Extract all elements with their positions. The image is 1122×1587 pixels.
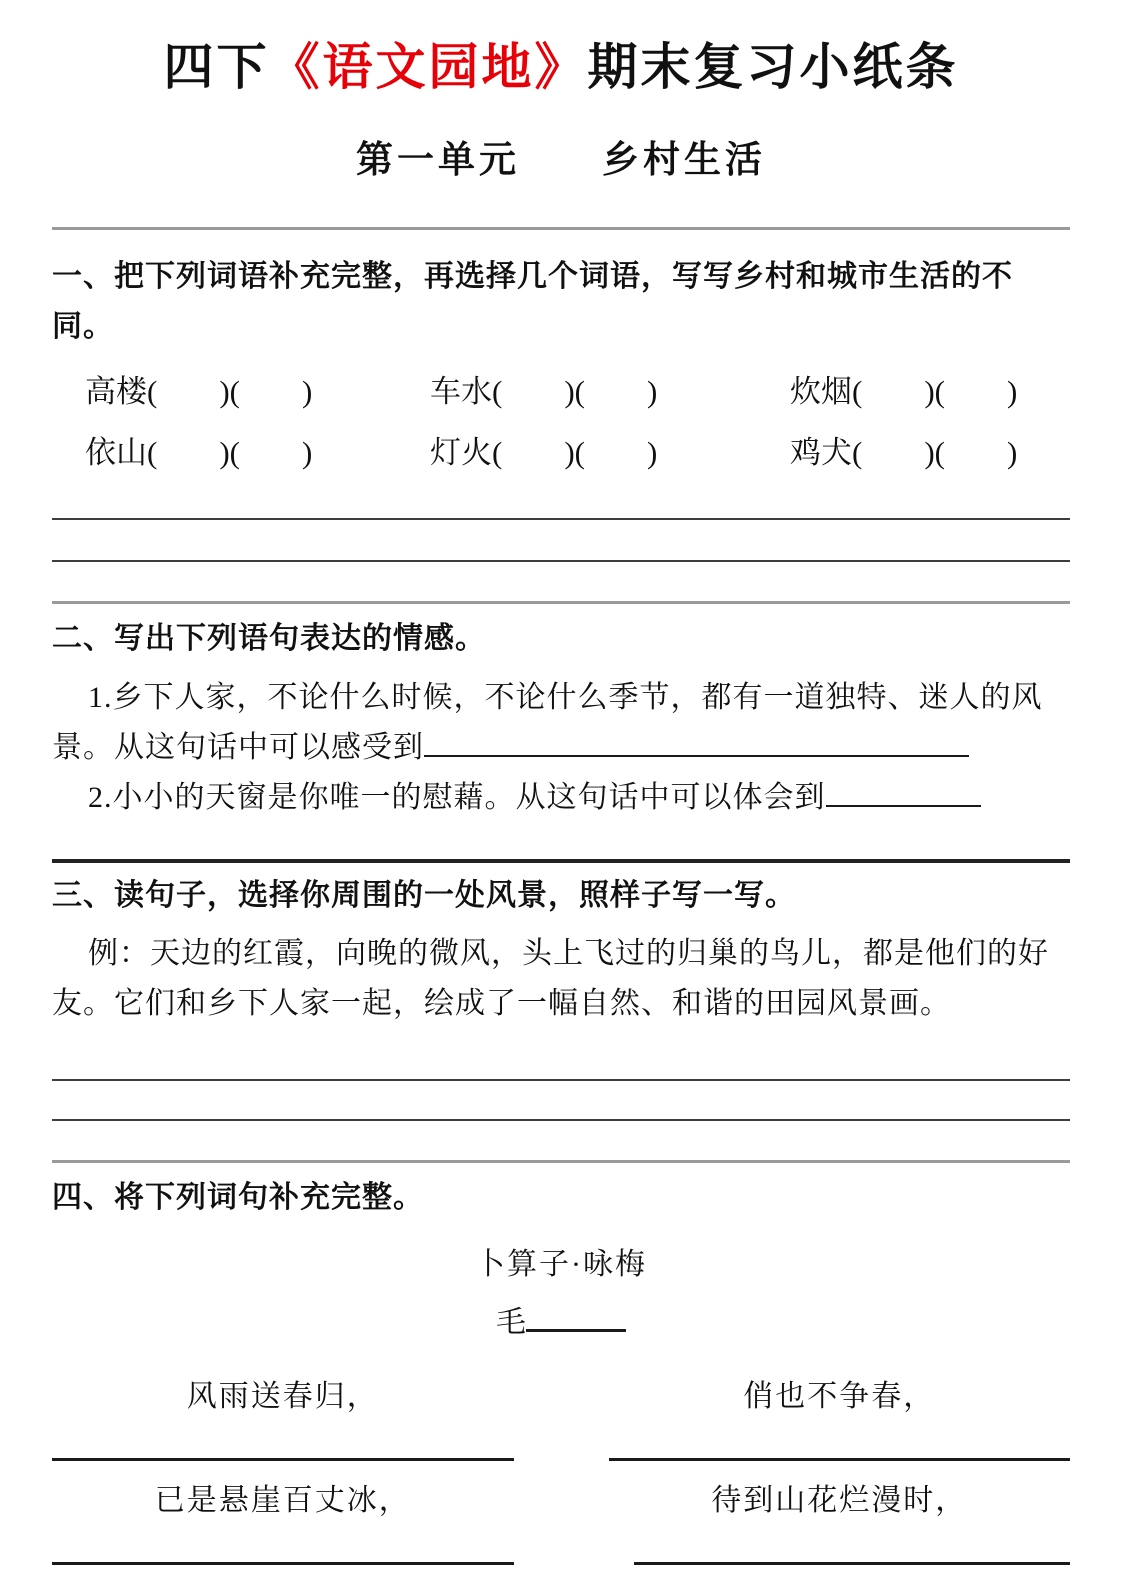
section-divider [52, 1121, 1070, 1163]
header-divider [52, 227, 1070, 230]
answer-blank-1 [424, 727, 969, 757]
poem-author-line [52, 1297, 1070, 1341]
poem-answer-line [609, 1415, 1071, 1461]
poem-author-prefix: 毛 [496, 1306, 526, 1340]
poem-answer-line [52, 1519, 514, 1565]
answer-blank-2 [826, 777, 981, 807]
word-item-denghuo: 灯火( )( ) [430, 435, 658, 471]
poem-answer-line [52, 1415, 514, 1461]
word-completion-grid [52, 366, 1070, 472]
poem-answer-line [634, 1519, 1071, 1565]
author-blank [526, 1302, 626, 1332]
question-2 [52, 773, 1070, 823]
poem-line-2: 俏也不争春， [743, 1380, 936, 1414]
answer-continuation-line [52, 823, 1070, 863]
question-1-text: 1.乡下人家，不论什么时候，不论什么季节，都有一道独特、迷人的风景。从这句话中可以感受到 [52, 680, 1043, 764]
writing-line [52, 520, 1070, 562]
word-item-cheshui: 车水( )( ) [430, 374, 658, 410]
word-item-chuiyan: 炊烟( )( ) [790, 374, 1018, 410]
unit-subtitle: 第一单元 乡村生活 [356, 139, 766, 181]
title-suffix: 期末复习小纸条 [587, 39, 959, 95]
poem-title: 卜算子·咏梅 [475, 1248, 647, 1282]
question-2-text: 2.小小的天窗是你唯一的慰藉。从这句话中可以体会到 [88, 780, 826, 814]
section-three-heading: 三、读句子，选择你周围的一处风景，照样子写一写。 [52, 878, 796, 912]
section-two-heading: 二、写出下列语句表达的情感。 [52, 622, 486, 656]
poem-grid [52, 1357, 1070, 1565]
writing-line [52, 1029, 1070, 1081]
word-item-jiquan: 鸡犬( )( ) [790, 435, 1018, 471]
title-prefix: 四下 [163, 39, 270, 95]
title-highlight: 《语文园地》 [269, 39, 588, 95]
page-title [52, 36, 1070, 99]
section-divider [52, 562, 1070, 604]
writing-line [52, 1081, 1070, 1121]
poem-line-1: 风雨送春归， [186, 1380, 379, 1414]
word-item-gaolou: 高楼( )( ) [85, 374, 313, 410]
question-1 [52, 673, 1070, 773]
poem-line-3: 已是悬崖百丈冰， [154, 1484, 411, 1518]
writing-line [52, 472, 1070, 520]
example-sentence: 例：天边的红霞，向晚的微风，头上飞过的归巢的鸟儿，都是他们的好友。它们和乡下人家一起，绘成了一幅自然、和谐的田园风景画。 [52, 937, 1049, 1021]
poem-line-4: 待到山花烂漫时， [711, 1484, 968, 1518]
section-four-heading: 四、将下列词句补充完整。 [52, 1181, 424, 1215]
section-one-heading: 一、把下列词语补充完整，再选择几个词语，写写乡村和城市生活的不同。 [52, 259, 1013, 343]
word-item-yishan: 依山( )( ) [85, 435, 313, 471]
